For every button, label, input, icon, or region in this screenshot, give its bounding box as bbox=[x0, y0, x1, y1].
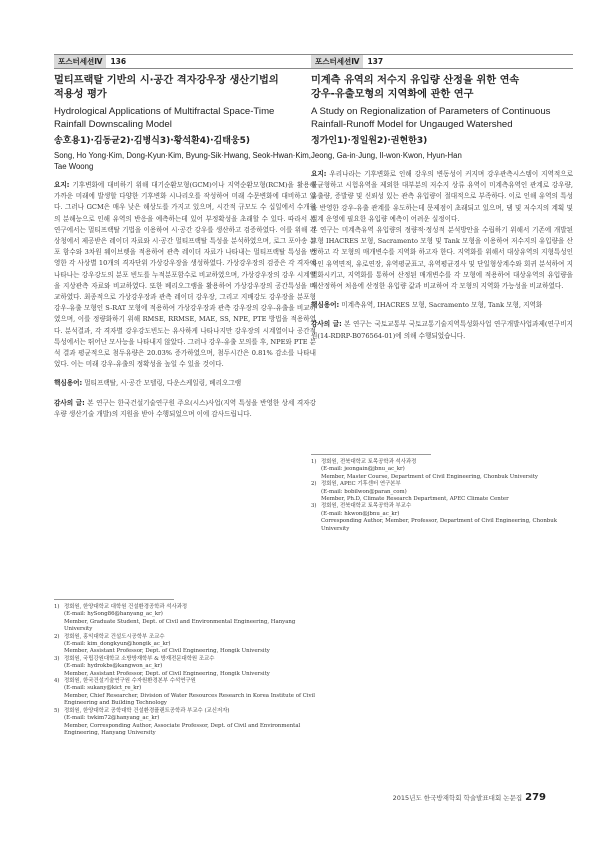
footnote-number: 1) bbox=[54, 604, 60, 610]
abstract-label: 요지: bbox=[54, 181, 70, 189]
acknowledgement bbox=[311, 319, 573, 341]
footnote-line: (E-mail: hydrokbs@kangwon_ac_kr) bbox=[64, 663, 163, 670]
footnote bbox=[54, 678, 316, 708]
footnote-number: 2) bbox=[54, 633, 60, 640]
keywords bbox=[311, 300, 573, 311]
page-footer bbox=[393, 792, 546, 803]
keywords-text: 멀티프랙탈, 시·공간 모델링, 다운스케일링, 베리오그램 bbox=[84, 379, 242, 388]
ack-label: 감사의 글: bbox=[311, 320, 342, 329]
ack-text: 본 연구는 한국건설기술연구원 주요(시스)사업(지역 특성을 반영한 상세 격자강우량 생산기술 개발)의 지원을 받아 수행되었으며 이에 감사드립니다. bbox=[54, 398, 316, 418]
title-line: 적용성 평가 bbox=[54, 89, 107, 100]
title-line: 미계측 유역의 저수지 유입량 산정을 위한 연속 bbox=[311, 75, 520, 86]
abstract-text: 기후변화에 대비하기 위해 대기순환모형(GCM)이나 지역순환모형(RCM)을 활용해 가까운 미래에 발생할 다양한 기후변화 시나리오를 작성하여 미래 수문변화에 대비하고 있다. 그러나 GCM은 매우 낮은 해상도를 가지고 있으며, 시간적 규모도 수 십일에서 수개월의 분해능으로 인해 유역의 반응을 예측하는데 있어 부정확성을 초래할 수 있다. 따라서 본 연구에서는 멀티프랙탈 기법을 이용하여 시·공간 강우를 생산하고 검증하였다. 이를 위해 기상청에서 제공받은 레이더 자료와 시·공간 멀티프랙탈 특성을 분석하였으며, 로그 포아송 분포 함수와 3차원 웨이브렛을 적용하여 관측 레이더 자료가 나타내는 멀티프랙탈 특성을 반영한 각 사상별 10개의 격자단위 가상강우장을 생성하였다. 가상강우장의 검증은 각 격자에 나타나는 강우강도의 분포 빈도를 누적분포함수로 비교하였으며, 가상강우장의 강우 시계열을 지상관측 자료와 비교하였다. 또한 베리오그램을 활용하여 가상강우장의 공간특성을 비교하였다. 최종적으로 가상강우장과 관측 레이더 강우장, 그리고 지배강도 강우장을 분포형 강우-유출 모형인 S-RAT 모형에 적용하여 가상강우장과 관측 강우장의 강우-유출을 비교하였으며, 이를 정량화하기 위해 RMSE, RRMSE, MAE, SS, NPE, PTE 방법을 적용하였다. 분석결과, 각 격자별 강우강도빈도는 유사하게 나타나지만 강우장의 시계열이나 공간적 특성에서는 뛰어난 모사능을 나타내지 않았다. 그러나 강우-유출 모의를 후, NPE와 PTE 분석 결과 평균적으로 첨두유량은 20.03% 증가하였으며, 첨두시간은 0.81% 감소를 나타내었다. 이는 미래 강우-유출의 정확성을 높일 수 있을 것이다. bbox=[54, 181, 316, 369]
section-label: 포스터세션Ⅳ bbox=[54, 55, 106, 68]
abstract-paragraph: 본 연구는 미계측유역 유입량의 정량적·정성적 분석방안을 수립하기 위해서 기존에 개발된 모형 IHACRES 모형, Sacramento 모형 및 Tank 모형을 이용하여 저수지의 유입량을 산정하고 각 모형의 매개변수를 지역화 하고자 한다. 지역화를 위해서 대상유역의 지형특성인자인 유역면적, 유로연장, 유역평균표고, 유역평균경사 및 단일형상계수와 회귀 분석하여 지역화시키고, 지역화를 통하여 산정된 매개변수를 각 모형에 적용하여 대상유역의 유입량을 재산정하여 처음에 산정한 유입량 값과 비교하여 각 모형의 지역화 가능성을 비교하였다. bbox=[311, 226, 573, 291]
footnote-number: 4) bbox=[54, 678, 60, 685]
footnotes-left bbox=[54, 604, 316, 737]
article-title-korean bbox=[54, 74, 316, 102]
title-line: A Study on Regionalization of Parameters of Continuous bbox=[311, 106, 551, 117]
right-article bbox=[311, 74, 573, 342]
article-title-korean bbox=[311, 74, 573, 102]
title-line: Rainfall Downscaling Model bbox=[54, 119, 172, 130]
footnote-line: (E-mail: hySong86@hanyang_ac_kr) bbox=[64, 611, 163, 618]
footnote-number: 5) bbox=[54, 707, 60, 714]
title-line: 강우-유출모형의 지역화에 관한 연구 bbox=[311, 89, 474, 100]
footnote-line: 정회원, 한양대학교 대학원 건설환경공학과 석사과정 bbox=[64, 604, 188, 610]
section-page-number: 136 bbox=[110, 57, 127, 66]
page-number: 279 bbox=[525, 792, 546, 803]
proceedings-title: 2015년도 한국방재학회 학술발표대회 논문집 bbox=[392, 794, 523, 802]
footnote-line: Corresponding Author, Member, Professor, Department of Civil Engineering, Chonbuk University bbox=[321, 518, 557, 532]
footnote-divider bbox=[54, 599, 174, 600]
footnote bbox=[311, 459, 573, 481]
footnote-line: (E-mail: hkwon@jbnu_ac_kr) bbox=[321, 510, 400, 517]
footnotes-right bbox=[311, 459, 573, 533]
footnote-line: 정회원, 홍익대학교 건설도시공학부 조교수 bbox=[64, 633, 165, 640]
keywords bbox=[54, 378, 316, 389]
footnote-line: (E-mail: twkim72@hanyang_ac_kr) bbox=[64, 715, 160, 722]
footnote-line: Member, Master Course, Department of Civil Engineering, Chonbuk University bbox=[321, 473, 538, 480]
title-line: Hydrological Applications of Multifractal Space-Time bbox=[54, 106, 275, 117]
footnote-line: Member, Ph.D, Climate Research Department, APEC Climate Center bbox=[321, 496, 509, 503]
footnote-line: Member, Corresponding Author, Associate Professor, Dept. of Civil and Environmental Engineering, Hanyang University bbox=[64, 722, 301, 736]
footnote bbox=[54, 604, 316, 634]
footnote-line: (E-mail: jeongain@jbnu_ac_kr) bbox=[321, 466, 405, 473]
footnote-line: Member, Graduate Student, Dept. of Civil and Environmental Engineering, Hanyang University bbox=[64, 618, 296, 633]
abstract-label: 요지: bbox=[311, 170, 327, 178]
footnote-line: (E-mail: sukany@kict_re_kr) bbox=[64, 685, 142, 692]
keywords-label: 핵심용어: bbox=[311, 301, 340, 310]
article-title-english bbox=[311, 105, 573, 131]
footnote-number: 3) bbox=[311, 503, 317, 510]
ack-label: 감사의 글: bbox=[54, 398, 85, 407]
footnote-line: 정회원, APEC 기후센터 연구본부 bbox=[321, 481, 401, 488]
footnote bbox=[311, 503, 573, 533]
abstract bbox=[54, 180, 316, 370]
footnote bbox=[54, 708, 316, 738]
footnote-line: 정회원, 한국건설기술연구원 수자원환경본부 수석연구원 bbox=[64, 678, 196, 685]
authors-korean: 정가인1)·정일원2)·권현한3) bbox=[311, 136, 428, 146]
footnote-line: (E-mail: kim_dongkyun@hongik_ac_kr) bbox=[64, 641, 171, 648]
article-title-english bbox=[54, 105, 316, 131]
footnote-line: (E-mail: bobilwon@paran_com) bbox=[321, 488, 407, 495]
footnote-line: 정회원, 국립강원대학교 소방방재학부 & 방재전문대학원 조교수 bbox=[64, 655, 215, 662]
section-page-number: 137 bbox=[367, 57, 384, 66]
abstract bbox=[311, 169, 573, 292]
footnote-line: 정회원, 전북대학교 토목공학과 석사과정 bbox=[321, 459, 417, 465]
footnote bbox=[311, 481, 573, 503]
left-article bbox=[54, 74, 316, 420]
authors-korean: 송호용1)·김동균2)·김병식3)·황석환4)·김태웅5) bbox=[54, 136, 250, 146]
section-tag-left bbox=[54, 54, 316, 69]
footnote bbox=[54, 656, 316, 678]
footnote-number: 3) bbox=[54, 655, 60, 662]
footnote-line: Member, Chief Researcher, Division of Water Resources Research in Korea Institute of Civil Engineering and Building Technology bbox=[64, 692, 315, 707]
section-label: 포스터세션Ⅳ bbox=[311, 55, 363, 68]
abstract-text: 우리나라는 기후변화로 인해 강우의 변동성이 커지며 강우관측시스템이 지역적으로 불균형하고 시험유역을 제외한 대부분의 저수지 상류 유역이 미계측유역인 관계로 강우량, 유출량, 증발량 및 신뢰성 있는 관측 유입량이 절대적으로 부족하다. 이로 인해 유역의 특성을 반영한 강우-유출 관계를 유도하는데 문제점이 초래되고 있으며, 댐 및 저수지의 계획 및 설계 운영에 필요한 유입량 예측이 어려운 실정이다. bbox=[311, 170, 573, 223]
authors-english: Jeong, Ga-in·Jung, Il-won·Kwon, Hyun-Han bbox=[311, 151, 462, 160]
keywords-text: 미계측유역, IHACRES 모형, Sacramento 모형, Tank 모형, 지역화 bbox=[341, 301, 543, 310]
title-line: Rainfall-Runoff Model for Ungauged Watershed bbox=[311, 119, 513, 130]
footnote-line: 정회원, 한양대학교 공학대학 건설환경플랜트공학과 부교수 (교신저자) bbox=[64, 707, 230, 714]
keywords-label: 핵심용어: bbox=[54, 379, 83, 388]
footnote-number: 1) bbox=[311, 459, 317, 465]
footnote-line: Member, Assistant Professor, Dept. of Civil Engineering, Hongik University bbox=[64, 670, 270, 677]
footnote-line: 정회원, 전북대학교 토목공학과 부교수 bbox=[321, 503, 412, 510]
authors-english: Song, Ho Yong·Kim, Dong-Kyun·Kim, Byung-Sik·Hwang, Seok-Hwan·Kim, Tae Woong bbox=[54, 151, 311, 171]
footnote-line: Member, Assistant Professor, Dept. of Civil Engineering, Hongik University bbox=[64, 648, 270, 655]
footnote-divider bbox=[311, 454, 431, 455]
title-line: 멀티프랙탈 기반의 시·공간 격자강우장 생산기법의 bbox=[54, 75, 279, 86]
acknowledgement bbox=[54, 398, 316, 420]
footnote-number: 2) bbox=[311, 481, 317, 488]
ack-text: 본 연구는 국토교통부 국토교통기술지역특성화사업 연구개발사업과제(연구비지원(14-RDRP-B076564-01)에 의해 수행되었습니다. bbox=[311, 320, 573, 340]
section-tag-right bbox=[311, 54, 573, 69]
footnote bbox=[54, 634, 316, 656]
